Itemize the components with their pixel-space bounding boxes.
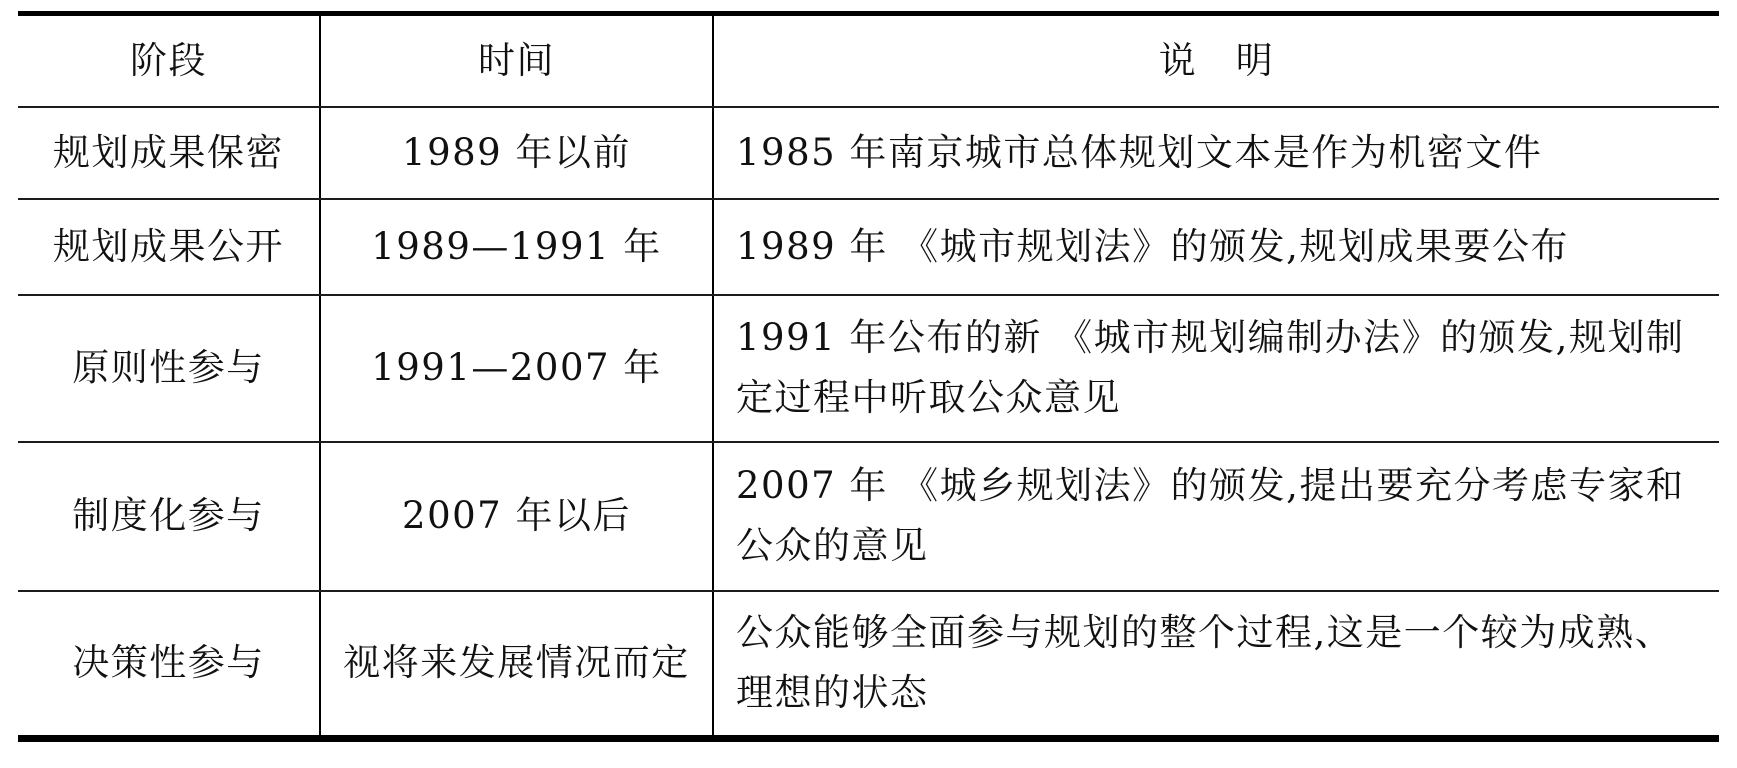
description-cell: 1985 年南京城市总体规划文本是作为机密文件 — [713, 107, 1719, 199]
table-header — [18, 14, 1719, 107]
table-row — [18, 442, 1719, 591]
column-header-description: 说 明 — [713, 14, 1719, 107]
description-cell: 2007 年 《城乡规划法》的颁发,提出要充分考虑专家和公众的意见 — [713, 442, 1719, 591]
description-cell: 1989 年 《城市规划法》的颁发,规划成果要公布 — [713, 199, 1719, 295]
time-cell: 1989 年以前 — [320, 107, 713, 199]
time-cell: 1989—1991 年 — [320, 199, 713, 295]
stage-cell: 决策性参与 — [18, 591, 320, 739]
stage-cell: 规划成果公开 — [18, 199, 320, 295]
stage-cell: 原则性参与 — [18, 295, 320, 442]
stage-cell: 规划成果保密 — [18, 107, 320, 199]
column-header-stage: 阶段 — [18, 14, 320, 107]
time-cell: 视将来发展情况而定 — [320, 591, 713, 739]
description-cell: 1991 年公布的新 《城市规划编制办法》的颁发,规划制定过程中听取公众意见 — [713, 295, 1719, 442]
table-row — [18, 591, 1719, 739]
planning-stages-table — [18, 11, 1719, 742]
stage-cell: 制度化参与 — [18, 442, 320, 591]
header-row — [18, 14, 1719, 107]
table-body — [18, 107, 1719, 739]
table-row — [18, 295, 1719, 442]
description-cell: 公众能够全面参与规划的整个过程,这是一个较为成熟、理想的状态 — [736, 611, 1674, 715]
time-cell: 1991—2007 年 — [320, 295, 713, 442]
table-row — [18, 199, 1719, 295]
table-row — [18, 107, 1719, 199]
column-header-time: 时间 — [320, 14, 713, 107]
time-cell: 2007 年以后 — [320, 442, 713, 591]
